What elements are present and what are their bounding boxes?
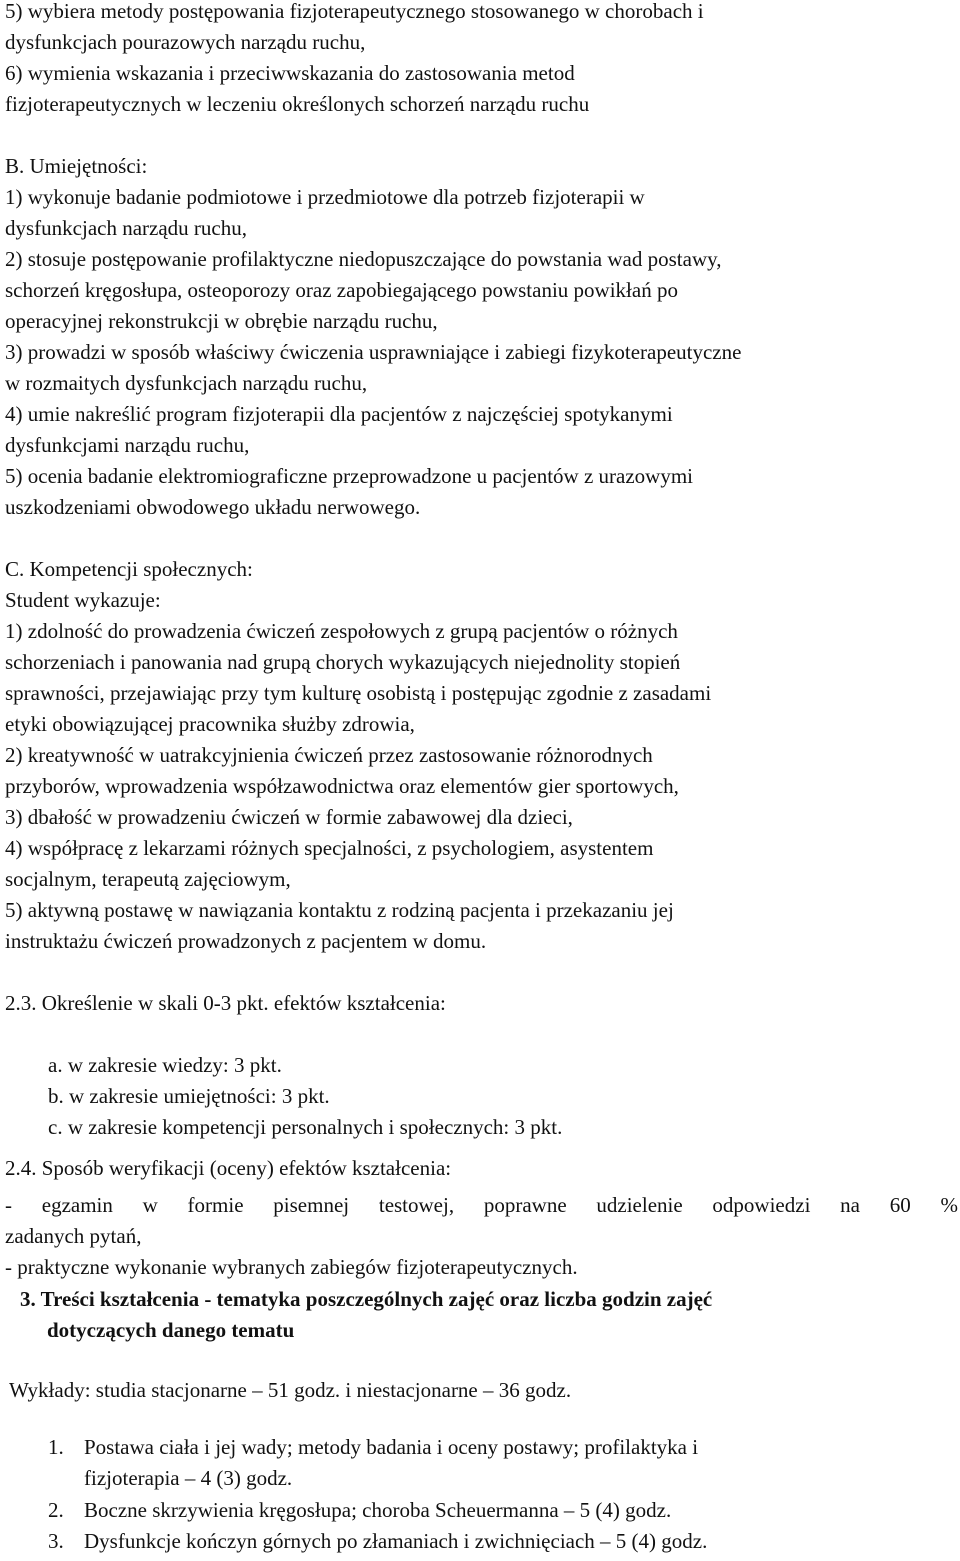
list-item: b. w zakresie umiejętności: 3 pkt. (48, 1084, 330, 1108)
text-line: dysfunkcjami narządu ruchu, (5, 433, 250, 457)
text-line: przyborów, wprowadzenia współzawodnictwa oraz elementów gier sportowych, (5, 774, 679, 798)
text-line: dysfunkcjach narządu ruchu, (5, 216, 247, 240)
topic-number: 3. (48, 1529, 64, 1553)
topic-item-cont: fizjoterapia – 4 (3) godz. (84, 1466, 293, 1490)
text-line: 1) wykonuje badanie podmiotowe i przedmiotowe dla potrzeb fizjoterapii w (5, 185, 645, 209)
text-line: 5) aktywną postawę w nawiązania kontaktu z rodziną pacjenta i przekazaniu jej (5, 898, 674, 922)
topic-number: 1. (48, 1435, 64, 1459)
text-line: 2) stosuje postępowanie profilaktyczne niedopuszczające do powstania wad postawy, (5, 247, 722, 271)
text-line: 1) zdolność do prowadzenia ćwiczeń zespołowych z grupą pacjentów o różnych (5, 619, 678, 643)
text-line: socjalnym, terapeutą zajęciowym, (5, 867, 291, 891)
text-line: - praktyczne wykonanie wybranych zabiegów fizjoterapeutycznych. (5, 1255, 578, 1279)
section-heading-social-competences: C. Kompetencji społecznych: (5, 557, 253, 581)
text-line: 2) kreatywność w uatrakcyjnienia ćwiczeń przez zastosowanie różnorodnych (5, 743, 653, 767)
section-heading-2-3: 2.3. Określenie w skali 0-3 pkt. efektów kształcenia: (5, 991, 446, 1015)
text-line: instruktażu ćwiczeń prowadzonych z pacjentem w domu. (5, 929, 487, 953)
text-line: schorzeniach i panowania nad grupą chorych wykazujących niejednolity stopień (5, 650, 681, 674)
text-line: 5) ocenia badanie elektromiograficzne przeprowadzone u pacjentów z urazowymi (5, 464, 694, 488)
topic-item: Postawa ciała i jej wady; metody badania i oceny postawy; profilaktyka i (84, 1435, 699, 1459)
topic-item: Dysfunkcje kończyn górnych po złamaniach i zwichnięciach – 5 (4) godz. (84, 1529, 708, 1553)
text-line: fizjoterapeutycznych w leczeniu określonych schorzeń narządu ruchu (5, 92, 590, 116)
text-line: - egzamin w formie pisemnej testowej, poprawne udzielenie odpowiedzi na 60 % (5, 1193, 958, 1217)
section-heading-3: 3. Treści kształcenia - tematyka poszczególnych zajęć oraz liczba godzin zajęć (20, 1287, 713, 1311)
lectures-hours: Wykłady: studia stacjonarne – 51 godz. i niestacjonarne – 36 godz. (9, 1378, 572, 1402)
section-heading-skills: B. Umiejętności: (5, 154, 148, 178)
text-line: Student wykazuje: (5, 588, 161, 612)
topic-number: 2. (48, 1498, 64, 1522)
text-line: sprawności, przejawiając przy tym kulturę osobistą i postępując zgodnie z zasadami (5, 681, 712, 705)
text-line: schorzeń kręgosłupa, osteoporozy oraz zapobiegającego powstaniu powikłań po (5, 278, 678, 302)
text-line: zadanych pytań, (5, 1224, 142, 1248)
text-line: 3) prowadzi w sposób właściwy ćwiczenia usprawniające i zabiegi fizykoterapeutyczne (5, 340, 742, 364)
section-heading-2-4: 2.4. Sposób weryfikacji (oceny) efektów kształcenia: (5, 1156, 452, 1180)
topic-item: Boczne skrzywienia kręgosłupa; choroba Scheuermanna – 5 (4) godz. (84, 1498, 672, 1522)
text-line: w rozmaitych dysfunkcjach narządu ruchu, (5, 371, 368, 395)
list-item: a. w zakresie wiedzy: 3 pkt. (48, 1053, 282, 1077)
text-line: 4) współpracę z lekarzami różnych specjalności, z psychologiem, asystentem (5, 836, 654, 860)
text-line: uszkodzeniami obwodowego układu nerwowego. (5, 495, 421, 519)
section-heading-3-cont: dotyczących danego tematu (47, 1318, 295, 1342)
text-line: 5) wybiera metody postępowania fizjoterapeutycznego stosowanego w chorobach i (5, 0, 704, 23)
text-line: operacyjnej rekonstrukcji w obrębie narządu ruchu, (5, 309, 438, 333)
list-item: c. w zakresie kompetencji personalnych i społecznych: 3 pkt. (48, 1115, 563, 1139)
text-line: dysfunkcjach pourazowych narządu ruchu, (5, 30, 366, 54)
text-line: 4) umie nakreślić program fizjoterapii dla pacjentów z najczęściej spotykanymi (5, 402, 673, 426)
text-line: etyki obowiązującej pracownika służby zdrowia, (5, 712, 415, 736)
text-line: 3) dbałość w prowadzeniu ćwiczeń w formie zabawowej dla dzieci, (5, 805, 573, 829)
text-line: 6) wymienia wskazania i przeciwwskazania do zastosowania metod (5, 61, 575, 85)
